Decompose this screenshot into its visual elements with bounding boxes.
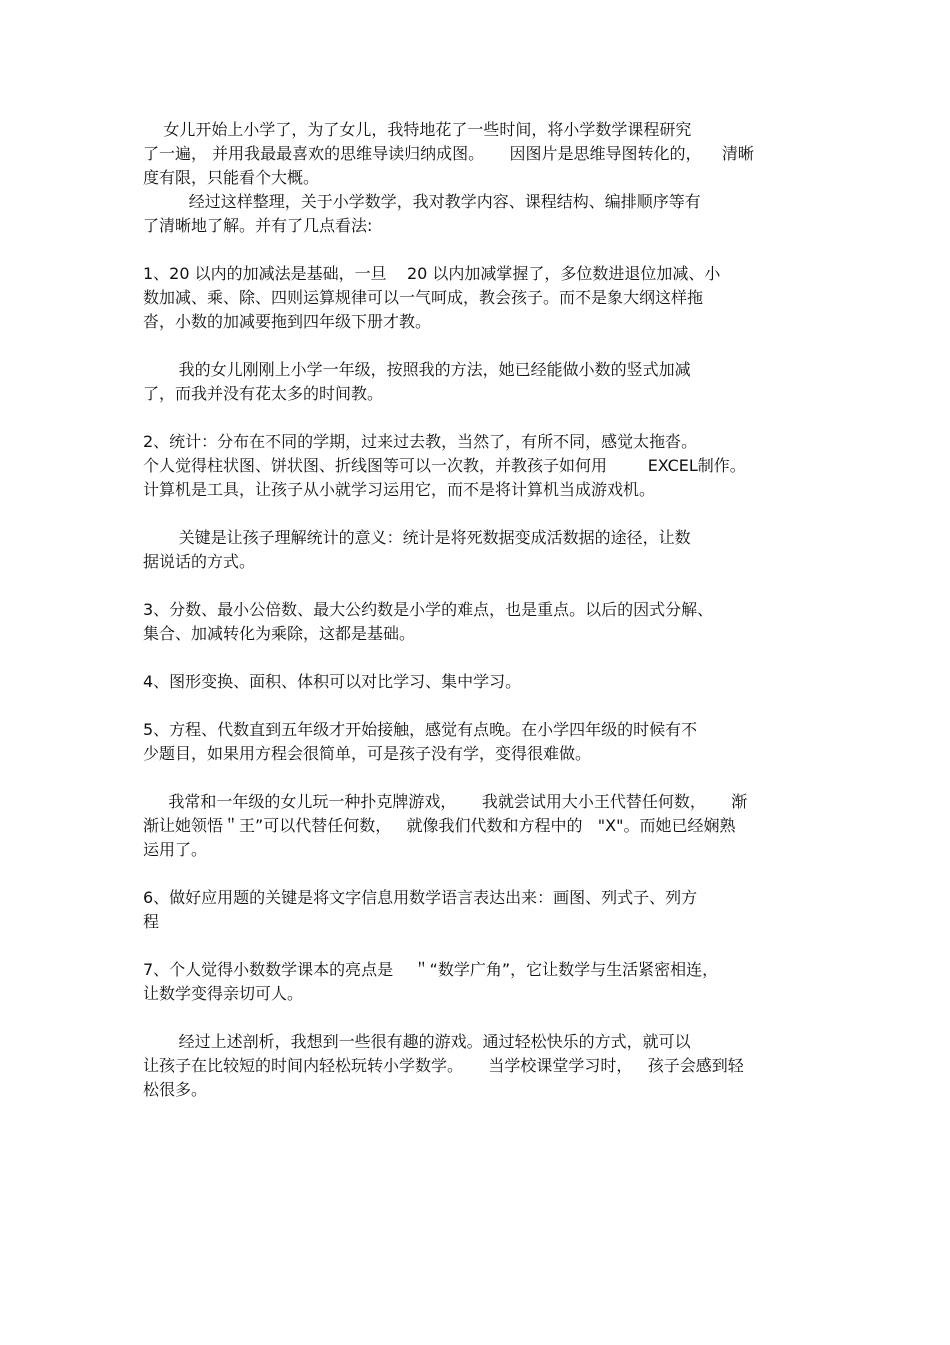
text-line: 关键是让孩子理解统计的意义：统计是将死数据变成活数据的途径，让数 <box>143 528 691 547</box>
text-line: 沓，小数的加减要拖到四年级下册才教。 <box>143 312 432 331</box>
text-line: 程 <box>143 912 160 931</box>
text-line: 4、图形变换、面积、体积可以对比学习、集中学习。 <box>143 672 522 691</box>
paragraph <box>143 262 813 334</box>
text-line: 计算机是工具，让孩子从小就学习运用它，而不是将计算机当成游戏机。 <box>143 480 656 499</box>
paragraph <box>143 598 813 646</box>
text-line: 让孩子在比较短的时间内轻松玩转小学数学。 当学校课堂学习时， 孩子会感到轻 <box>143 1056 744 1075</box>
text-line: 2、统计：分布在不同的学期，过来过去教，当然了，有所不同，感觉太拖沓。 <box>143 432 698 451</box>
paragraph-spacer <box>143 646 813 670</box>
paragraph <box>143 790 813 862</box>
text-line: 我常和一年级的女儿玩一种扑克牌游戏， 我就尝试用大小王代替任何数， 渐 <box>143 792 748 811</box>
paragraph <box>143 526 813 574</box>
paragraph <box>143 718 813 766</box>
paragraph-spacer <box>143 574 813 598</box>
text-line: 少题目，如果用方程会很简单，可是孩子没有学，变得很难做。 <box>143 744 592 763</box>
paragraph-spacer <box>143 238 813 262</box>
paragraph-spacer <box>143 862 813 886</box>
paragraph <box>143 886 813 934</box>
paragraph-spacer <box>143 334 813 358</box>
text-line: 度有限，只能看个大概。 <box>143 168 320 187</box>
text-line: 了一遍， 并用我最最喜欢的思维导读归纳成图。 因图片是思维导图转化的， 清晰 <box>143 144 754 163</box>
paragraph-spacer <box>143 1006 813 1030</box>
text-line: 集合、加减转化为乘除，这都是基础。 <box>143 624 416 643</box>
paragraph <box>143 670 813 694</box>
text-line: 我的女儿刚刚上小学一年级，按照我的方法，她已经能做小数的竖式加减 <box>143 360 691 379</box>
text-line: 运用了。 <box>143 840 208 859</box>
text-line: 经过这样整理，关于小学数学，我对教学内容、课程结构、编排顺序等有 <box>143 192 701 211</box>
text-line: 个人觉得柱状图、饼状图、折线图等可以一次教，并教孩子如何用 EXCEL制作。 <box>143 456 746 475</box>
text-line: 女儿开始上小学了，为了女儿，我特地花了一些时间，将小学数学课程研究 <box>143 120 692 139</box>
text-line: 了清晰地了解。并有了几点看法: <box>143 216 373 235</box>
text-line: 6、做好应用题的关键是将文字信息用数学语言表达出来：画图、列式子、列方 <box>143 888 698 907</box>
text-line: 经过上述剖析，我想到一些很有趣的游戏。通过轻松快乐的方式，就可以 <box>143 1032 691 1051</box>
text-line: 渐让她领悟＂王”可以代替任何数， 就像我们代数和方程中的 "X"。而她已经娴熟 <box>143 816 736 835</box>
text-line: 7、个人觉得小数数学课本的亮点是 ＂“数学广角”，它让数学与生活紧密相连， <box>143 960 719 979</box>
paragraph <box>143 358 813 406</box>
paragraph-spacer <box>143 766 813 790</box>
paragraph <box>143 430 813 502</box>
text-line: 了，而我并没有花太多的时间教。 <box>143 384 384 403</box>
text-line: 让数学变得亲切可人。 <box>143 984 304 1003</box>
paragraph-spacer <box>143 934 813 958</box>
text-line: 松很多。 <box>143 1080 208 1099</box>
article-body <box>143 118 813 1102</box>
paragraph <box>143 1030 813 1102</box>
text-line: 3、分数、最小公倍数、最大公约数是小学的难点，也是重点。以后的因式分解、 <box>143 600 714 619</box>
text-line: 数加减、乘、除、四则运算规律可以一气呵成，教会孩子。而不是象大纲这样拖 <box>143 288 704 307</box>
text-line: 5、方程、代数直到五年级才开始接触，感觉有点晚。在小学四年级的时候有不 <box>143 720 698 739</box>
paragraph-spacer <box>143 502 813 526</box>
text-line: 据说话的方式。 <box>143 552 256 571</box>
paragraph-spacer <box>143 694 813 718</box>
paragraph <box>143 958 813 1006</box>
paragraph-spacer <box>143 406 813 430</box>
text-line: 1、20 以内的加减法是基础，一旦 20 以内加减掌握了，多位数进退位加减、小 <box>143 264 721 283</box>
paragraph <box>143 118 813 238</box>
